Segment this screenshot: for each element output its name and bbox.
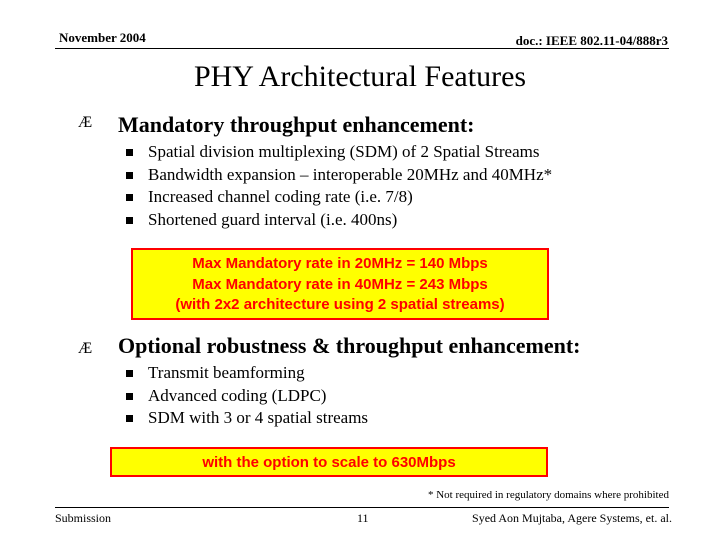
section-heading-optional: Optional robustness & throughput enhancement: — [118, 333, 581, 358]
section-heading-mandatory: Mandatory throughput enhancement: — [118, 112, 475, 137]
list-item — [126, 209, 552, 232]
highlight-line: (with 2x2 architecture using 2 spatial streams) — [175, 296, 505, 313]
header-date: November 2004 — [59, 30, 146, 45]
list-item-text: Increased channel coding rate (i.e. 7/8) — [148, 187, 413, 206]
highlight-line: Max Mandatory rate in 20MHz = 140 Mbps — [192, 255, 488, 272]
header-rule — [55, 48, 669, 49]
square-bullet-icon — [126, 217, 133, 224]
list-item — [126, 385, 368, 408]
highlight-line: Max Mandatory rate in 40MHz = 243 Mbps — [192, 275, 488, 293]
slide-title: PHY Architectural Features — [193, 60, 527, 93]
footnote: * Not required in regulatory domains where prohibited — [427, 489, 669, 501]
list-item — [126, 141, 552, 164]
mandatory-list — [126, 141, 552, 231]
section-bullet-icon: Æ — [78, 114, 93, 131]
optional-list — [126, 362, 368, 430]
square-bullet-icon — [126, 415, 133, 422]
list-item — [126, 407, 368, 430]
footer-page-number: 11 — [357, 511, 369, 525]
square-bullet-icon — [126, 370, 133, 377]
list-item — [126, 164, 552, 187]
list-item-text: Bandwidth expansion – interoperable 20MHz and 40MHz* — [148, 164, 553, 184]
square-bullet-icon — [126, 194, 133, 201]
list-item-text: Advanced coding (LDPC) — [148, 385, 327, 405]
list-item — [126, 186, 552, 209]
square-bullet-icon — [126, 393, 133, 400]
header-doc-id: doc.: IEEE 802.11-04/888r3 — [515, 33, 668, 48]
list-item-text: SDM with 3 or 4 spatial streams — [148, 408, 369, 427]
section-bullet-icon: Æ — [78, 340, 93, 357]
highlight-line: with the option to scale to 630Mbps — [202, 454, 456, 471]
footer-author: Syed Aon Mujtaba, Agere Systems, et. al. — [472, 511, 672, 525]
list-item-text: Spatial division multiplexing (SDM) of 2 Spatial Streams — [148, 142, 540, 161]
highlight-box-mandatory-rates — [131, 248, 549, 320]
square-bullet-icon — [126, 172, 133, 179]
square-bullet-icon — [126, 149, 133, 156]
footer-rule — [55, 507, 669, 508]
list-item — [126, 362, 368, 385]
list-item-text: Shortened guard interval (i.e. 400ns) — [148, 209, 398, 229]
footer-submission: Submission — [55, 511, 112, 525]
highlight-box-optional-rate — [110, 447, 548, 477]
list-item-text: Transmit beamforming — [148, 363, 305, 382]
